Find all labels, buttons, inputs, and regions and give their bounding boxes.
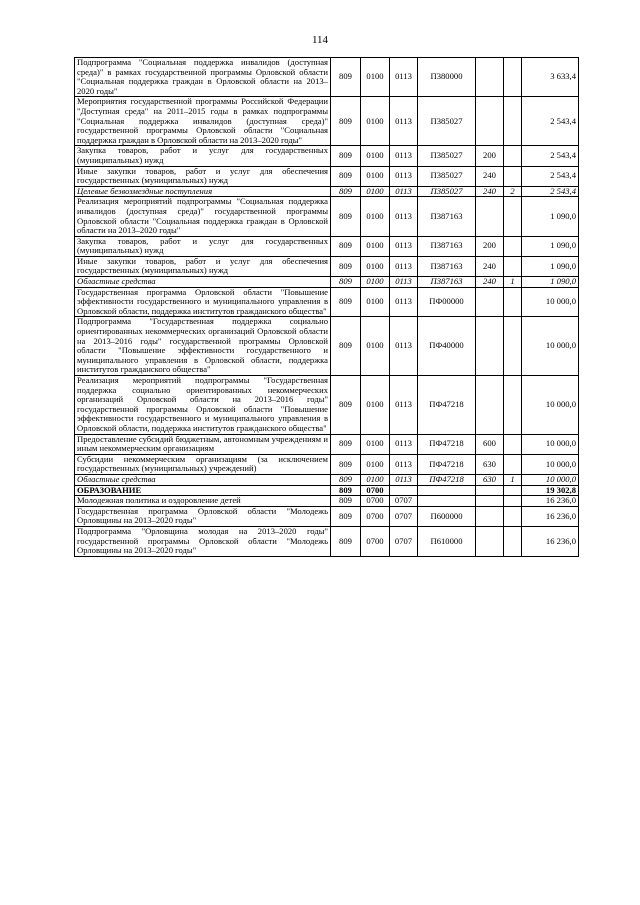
page-number: 114 [311,34,329,46]
row-name-cell: Иные закупки товаров, работ и услуг для обеспечения государственных (муниципальных) нужд [75,256,331,276]
subsection-cell: 0113 [390,186,418,197]
kosgu-cell [504,485,522,496]
section-cell: 0100 [361,376,390,435]
row-name-cell: Мероприятия государственной программы Российской Федерации "Доступная среда" на 2011–2015 годы в рамках подпрограммы "Социальная поддержка инвалидов (доступная среда)" государственной программы Орловской области "Социальная поддержка граждан в Орловской области на 2013–2020 годы" [75,97,331,146]
grbs-cell: 809 [331,277,361,288]
target-article-cell: ПФ47218 [418,454,476,474]
kosgu-cell [504,58,522,97]
subsection-cell: 0113 [390,434,418,454]
subsection-cell: 0707 [390,506,418,526]
expense-type-cell: 630 [476,474,504,485]
subsection-cell [390,485,418,496]
grbs-cell: 809 [331,485,361,496]
grbs-cell: 809 [331,197,361,236]
grbs-cell: 809 [331,146,361,166]
target-article-cell: П387163 [418,256,476,276]
subsection-cell: 0707 [390,526,418,556]
table-row [75,454,579,474]
kosgu-cell: 1 [504,277,522,288]
kosgu-cell [504,506,522,526]
expense-type-cell: 600 [476,434,504,454]
row-name-cell: Реализация мероприятий подпрограммы "Социальная поддержка инвалидов (доступная среда)" государственной программы Орловской области "Социальная поддержка граждан в Орловской области на 2013–2020 годы" [75,197,331,236]
section-cell: 0700 [361,485,390,496]
subsection-cell: 0113 [390,474,418,485]
sum-cell: 1 090,0 [522,236,579,256]
kosgu-cell [504,146,522,166]
target-article-cell: П385027 [418,166,476,186]
target-article-cell: П600000 [418,506,476,526]
section-cell: 0700 [361,506,390,526]
row-name-cell: Целевые безвозмездные поступления [75,186,331,197]
grbs-cell: 809 [331,434,361,454]
row-name-cell: Закупка товаров, работ и услуг для государственных (муниципальных) нужд [75,236,331,256]
sum-cell: 10 000,0 [522,287,579,317]
grbs-cell: 809 [331,474,361,485]
target-article-cell: ПФ00000 [418,287,476,317]
grbs-cell: 809 [331,287,361,317]
grbs-cell: 809 [331,236,361,256]
expense-type-cell [476,317,504,376]
kosgu-cell [504,256,522,276]
row-name-cell: Областные средства [75,277,331,288]
target-article-cell: ПФ47218 [418,434,476,454]
table-row [75,197,579,236]
table-row [75,146,579,166]
target-article-cell [418,485,476,496]
grbs-cell: 809 [331,317,361,376]
target-article-cell [418,496,476,507]
section-cell: 0100 [361,166,390,186]
subsection-cell: 0113 [390,277,418,288]
table-row [75,526,579,556]
table-row [75,485,579,496]
grbs-cell: 809 [331,454,361,474]
grbs-cell: 809 [331,256,361,276]
subsection-cell: 0113 [390,454,418,474]
subsection-cell: 0707 [390,496,418,507]
sum-cell: 16 236,0 [522,506,579,526]
table-row [75,236,579,256]
kosgu-cell: 1 [504,474,522,485]
table-row [75,496,579,507]
section-cell: 0100 [361,277,390,288]
subsection-cell: 0113 [390,166,418,186]
row-name-cell: Закупка товаров, работ и услуг для государственных (муниципальных) нужд [75,146,331,166]
subsection-cell: 0113 [390,146,418,166]
row-name-cell: ОБРАЗОВАНИЕ [75,485,331,496]
table-row [75,256,579,276]
sum-cell: 1 090,0 [522,197,579,236]
subsection-cell: 0113 [390,97,418,146]
kosgu-cell [504,287,522,317]
subsection-cell: 0113 [390,287,418,317]
expense-type-cell: 240 [476,277,504,288]
sum-cell: 10 000,0 [522,376,579,435]
kosgu-cell [504,97,522,146]
sum-cell: 16 236,0 [522,526,579,556]
target-article-cell: П385027 [418,186,476,197]
kosgu-cell [504,376,522,435]
section-cell: 0700 [361,496,390,507]
sum-cell: 1 090,0 [522,277,579,288]
target-article-cell: ПФ40000 [418,317,476,376]
row-name-cell: Областные средства [75,474,331,485]
grbs-cell: 809 [331,97,361,146]
section-cell: 0100 [361,474,390,485]
section-cell: 0100 [361,434,390,454]
row-name-cell: Предоставление субсидий бюджетным, автономным учреждениям и иным некоммерческим организациям [75,434,331,454]
sum-cell: 10 000,0 [522,454,579,474]
sum-cell: 2 543,4 [522,166,579,186]
target-article-cell: П610000 [418,526,476,556]
table-row [75,434,579,454]
sum-cell: 10 000,0 [522,317,579,376]
subsection-cell: 0113 [390,236,418,256]
expense-type-cell [476,58,504,97]
grbs-cell: 809 [331,526,361,556]
subsection-cell: 0113 [390,256,418,276]
table-row [75,287,579,317]
kosgu-cell [504,526,522,556]
sum-cell: 1 090,0 [522,256,579,276]
expense-type-cell: 240 [476,256,504,276]
table-body [75,58,579,557]
section-cell: 0100 [361,287,390,317]
grbs-cell: 809 [331,166,361,186]
grbs-cell: 809 [331,58,361,97]
sum-cell: 10 000,0 [522,434,579,454]
expense-type-cell [476,506,504,526]
grbs-cell: 809 [331,506,361,526]
section-cell: 0100 [361,454,390,474]
sum-cell: 2 543,4 [522,146,579,166]
expense-type-cell: 200 [476,236,504,256]
expense-type-cell [476,526,504,556]
row-name-cell: Государственная программа Орловской области "Повышение эффективности государственного и муниципального управления в Орловской области, поддержка институтов гражданского общества" [75,287,331,317]
expense-type-cell: 240 [476,186,504,197]
grbs-cell: 809 [331,186,361,197]
table-row [75,97,579,146]
sum-cell: 16 236,0 [522,496,579,507]
expense-type-cell [476,97,504,146]
kosgu-cell [504,197,522,236]
kosgu-cell: 2 [504,186,522,197]
target-article-cell: ПФ47218 [418,474,476,485]
target-article-cell: П387163 [418,277,476,288]
expense-type-cell: 630 [476,454,504,474]
row-name-cell: Молодежная политика и оздоровление детей [75,496,331,507]
kosgu-cell [504,434,522,454]
table-row [75,317,579,376]
sum-cell: 2 543,4 [522,186,579,197]
sum-cell: 3 633,4 [522,58,579,97]
section-cell: 0100 [361,236,390,256]
row-name-cell: Подпрограмма "Социальная поддержка инвалидов (доступная среда)" в рамках государственной программы Орловской области "Социальная поддержка граждан в Орловской области на 2013–2020 годы" [75,58,331,97]
section-cell: 0100 [361,186,390,197]
section-cell: 0100 [361,97,390,146]
kosgu-cell [504,496,522,507]
kosgu-cell [504,236,522,256]
section-cell: 0100 [361,317,390,376]
kosgu-cell [504,317,522,376]
section-cell: 0100 [361,146,390,166]
expense-type-cell [476,376,504,435]
row-name-cell: Подпрограмма "Орловщина молодая на 2013–2020 годы" государственной программы Орловской области "Молодежь Орловщины на 2013–2020 годы" [75,526,331,556]
row-name-cell: Государственная программа Орловской области "Молодежь Орловщины на 2013–2020 годы" [75,506,331,526]
section-cell: 0100 [361,197,390,236]
row-name-cell: Реализация мероприятий подпрограммы "Государственная поддержка социально ориентированных некоммерческих организаций Орловской области на 2013–2016 годы" государственной программы Орловской области "Повышение эффективности государственного и муниципального управления в Орловской области, поддержка институтов гражданского общества" [75,376,331,435]
section-cell: 0700 [361,526,390,556]
table-row [75,506,579,526]
target-article-cell: П387163 [418,236,476,256]
row-name-cell: Субсидии некоммерческим организациям (за исключением государственных (муниципальных) учреждений) [75,454,331,474]
grbs-cell: 809 [331,376,361,435]
expense-type-cell: 200 [476,146,504,166]
expense-type-cell [476,496,504,507]
target-article-cell: П385027 [418,146,476,166]
kosgu-cell [504,454,522,474]
expense-type-cell [476,287,504,317]
table-row [75,277,579,288]
expense-type-cell: 240 [476,166,504,186]
target-article-cell: ПФ47218 [418,376,476,435]
target-article-cell: П387163 [418,197,476,236]
section-cell: 0100 [361,58,390,97]
grbs-cell: 809 [331,496,361,507]
table-row [75,58,579,97]
row-name-cell: Подпрограмма "Государственная поддержка социально ориентированных некоммерческих организаций Орловской области на 2013–2016 годы" государственной программы Орловской области "Повышение эффективности государственного и муниципального управления в Орловской области, поддержка институтов гражданского общества" [75,317,331,376]
sum-cell: 19 302,8 [522,485,579,496]
subsection-cell: 0113 [390,376,418,435]
subsection-cell: 0113 [390,197,418,236]
subsection-cell: 0113 [390,317,418,376]
table-row [75,166,579,186]
table-row [75,376,579,435]
target-article-cell: П380000 [418,58,476,97]
target-article-cell: П385027 [418,97,476,146]
expense-type-cell [476,197,504,236]
row-name-cell: Иные закупки товаров, работ и услуг для обеспечения государственных (муниципальных) нужд [75,166,331,186]
table-row [75,474,579,485]
budget-table [74,57,579,557]
section-cell: 0100 [361,256,390,276]
kosgu-cell [504,166,522,186]
table-row [75,186,579,197]
sum-cell: 2 543,4 [522,97,579,146]
subsection-cell: 0113 [390,58,418,97]
sum-cell: 10 000,0 [522,474,579,485]
expense-type-cell [476,485,504,496]
